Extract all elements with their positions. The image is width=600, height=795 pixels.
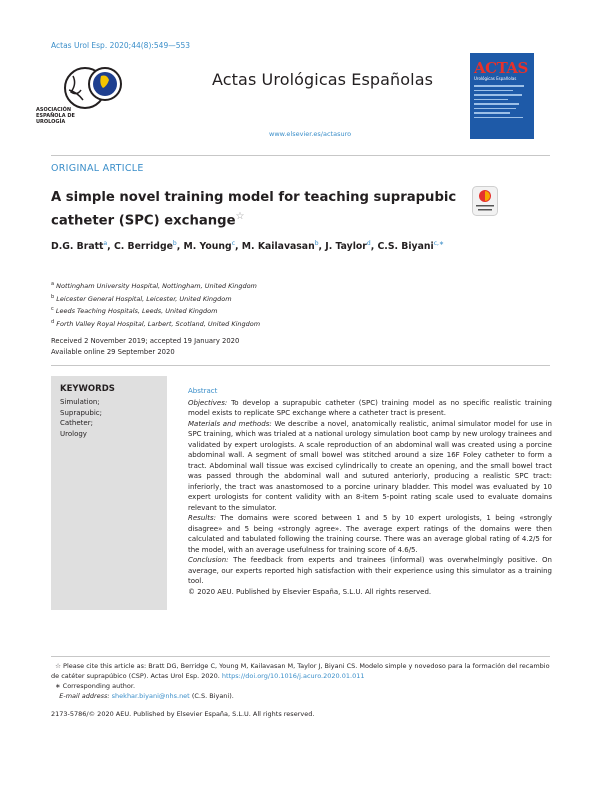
header-divider <box>51 155 550 156</box>
affiliation-text: Leicester General Hospital, Leicester, United Kingdom <box>56 294 232 303</box>
journal-citation: Actas Urol Esp. 2020;44(8):549—553 <box>51 41 191 50</box>
footnotes <box>51 661 551 701</box>
citation-footnote <box>51 661 551 681</box>
affiliation-text: Forth Valley Royal Hospital, Larbert, Scotland, United Kingdom <box>56 320 261 329</box>
author-name: D.G. Bratt <box>51 241 104 253</box>
email-link[interactable]: shekhar.biyani@nhs.net <box>111 692 190 700</box>
affiliation-mark: d <box>366 240 371 247</box>
conclusion-label: Conclusion: <box>188 556 229 564</box>
cover-text-lines <box>474 85 530 121</box>
cover-subtitle: Urológicas Españolas <box>474 76 517 81</box>
author-list: D.G. Bratt$^a$, C. Berridge$^b$, M. Young$^c$, M. Kailavasan$^b$, J. Taylor$^d$, C.S. Biyani$^{c,∗}$ <box>51 240 444 253</box>
corresponding-footnote <box>51 681 551 691</box>
author-name: M. Kailavasan <box>241 241 315 253</box>
abstract-heading: Abstract <box>188 387 218 395</box>
dates-divider <box>51 365 550 366</box>
abstract-objectives <box>188 398 552 419</box>
email-footnote <box>51 691 551 701</box>
affiliation-text: Nottingham University Hospital, Nottingham, United Kingdom <box>56 282 257 291</box>
results-label: Results: <box>188 514 216 522</box>
issn-line: 2173-5786/© 2020 AEU. Published by Elsevier España, S.L.U. All rights reserved. <box>51 710 315 718</box>
check-for-updates-icon[interactable] <box>472 186 498 216</box>
affiliation <box>51 304 260 317</box>
author-name: J. Taylor <box>325 241 367 253</box>
journal-url-link[interactable]: www.elsevier.es/actasuro <box>269 130 352 138</box>
results-text: The domains were scored between 1 and 5 by 10 expert urologists, 1 being «strongly disagree» and 5 being «strongly agree». The average expert ratings of the domains were then calculated and tabulated following the training course. There was an average global rating of 4.2/5 for the model, with an average usefulness for training score of 4.6/5. <box>188 514 552 554</box>
affiliation-mark: b <box>51 293 55 300</box>
affiliation <box>51 317 260 330</box>
cover-title: ACTAS <box>474 59 528 77</box>
affiliation <box>51 292 260 305</box>
article-section: ORIGINAL ARTICLE <box>51 163 144 174</box>
corresponding-author-text: Corresponding author. <box>62 682 136 690</box>
keywords-list <box>60 397 102 439</box>
abstract-results <box>188 513 552 555</box>
methods-text: We describe a novel, anatomically realistic, animal simulator model for use in SPC training, which was trialed at a national urology simulation boot camp by new urology trainees and validated by expert urologists. A scale reproduction of an abdominal wall was created using a porcine abdominal wall. A segment of small bowel was stitched around a size 16F Foley catheter to form a tract. Abdominal wall tissue was excised cylindrically to create an opening, and the small bowel tract was passed through the abdominal wall and sutured anteriorly, producing a realistic SPC tract: inferiorly, the tract was anastomosed to a porcine urinary bladder. This model was evaluated by 10 expert urologists for content validity with an 8-item 5-point rating scale used to evaluate domains relevant to the simulator. <box>188 419 552 512</box>
objectives-text: To develop a suprapubic catheter (SPC) training model as no specific realistic training model exists to replicate SPC exchange where a catheter tract is present. <box>188 398 552 417</box>
affiliation-mark: b <box>314 240 319 247</box>
affiliation-mark: d <box>51 318 55 325</box>
footnote-mark: ☆ <box>55 662 61 670</box>
author-name: C. Berridge <box>113 241 173 253</box>
conclusion-text: The feedback from experts and trainees (informal) was overwhelmingly positive. On average, our experts reported high satisfaction with their experience using this simulator as a training tool. <box>188 556 552 585</box>
affiliation-mark: a <box>103 240 108 247</box>
keywords-box <box>51 376 167 610</box>
footnote-mark: ∗ <box>55 682 61 690</box>
affiliation-mark: b <box>172 240 177 247</box>
journal-name: Actas Urológicas Españolas <box>212 70 434 89</box>
email-suffix: (C.S. Biyani). <box>191 692 234 700</box>
affiliation <box>51 279 260 292</box>
article-title <box>51 188 461 230</box>
author-name: M. Young <box>183 241 232 253</box>
footnote-divider <box>51 656 550 657</box>
affiliation-mark: c,∗ <box>433 240 444 247</box>
keyword: Suprapubic; <box>60 408 102 417</box>
abstract <box>188 386 552 597</box>
abstract-methods <box>188 419 552 514</box>
objectives-label: Objectives: <box>188 398 228 407</box>
affiliation-mark: c <box>231 240 236 247</box>
methods-label: Materials and methods: <box>188 419 272 428</box>
title-footnote-mark: ☆ <box>235 211 245 222</box>
keyword: Urology <box>60 429 87 438</box>
doi-link[interactable]: https://doi.org/10.1016/j.acuro.2020.01.011 <box>221 672 365 680</box>
keyword: Simulation; <box>60 398 100 406</box>
received-date: Received 2 November 2019; accepted 19 January 2020 <box>51 337 240 345</box>
email-label: E-mail address: <box>59 692 110 700</box>
citation-footnote-text: Please cite this article as: Bratt DG, Berridge C, Young M, Kailavasan M, Taylor J, Biyani CS. Modelo simple y novedoso para la formación del recambio de catéter suprapúbico (CSP). Actas Urol Esp. 2020. <box>51 662 550 680</box>
journal-cover <box>470 53 534 139</box>
affiliation-text: Leeds Teaching Hospitals, Leeds, United Kingdom <box>55 307 218 316</box>
affiliation-list <box>51 279 260 330</box>
author-name: C.S. Biyani <box>377 241 434 253</box>
online-date: Available online 29 September 2020 <box>51 347 175 356</box>
article-title-text: A simple novel training model for teaching suprapubic catheter (SPC) exchange <box>51 190 457 229</box>
affiliation-mark: c <box>51 306 54 313</box>
society-logo <box>43 60 125 140</box>
society-caption: ASOCIACIÓN ESPAÑOLA DE UROLOGÍA <box>36 107 75 125</box>
abstract-conclusion <box>188 555 552 587</box>
affiliation-mark: a <box>51 281 55 287</box>
keyword: Catheter; <box>60 419 93 427</box>
keywords-title: KEYWORDS <box>60 384 115 394</box>
article-dates <box>51 336 239 357</box>
abstract-copyright: © 2020 AEU. Published by Elsevier España, S.L.U. All rights reserved. <box>188 587 432 596</box>
